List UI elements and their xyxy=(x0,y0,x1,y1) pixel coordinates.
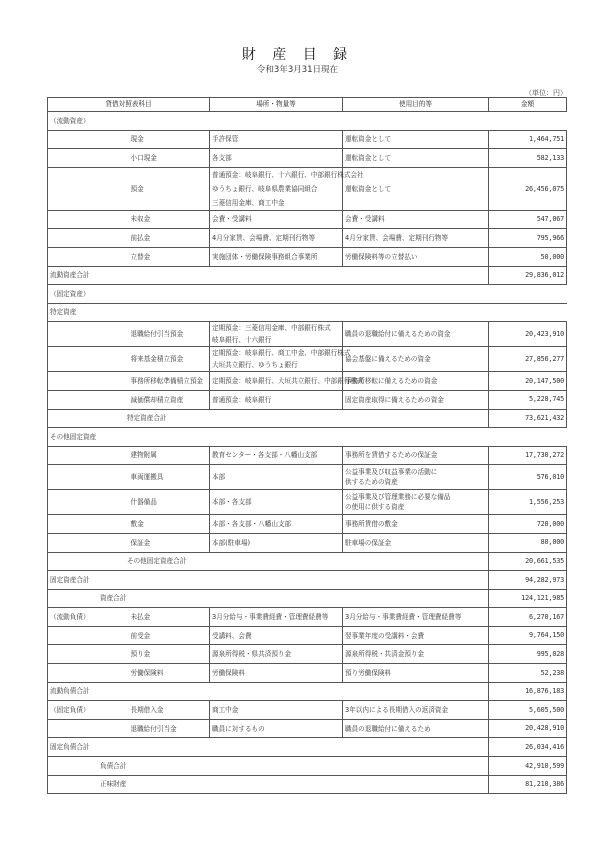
category-cell xyxy=(48,372,125,391)
category-cell xyxy=(48,322,125,347)
account-name: 前払金 xyxy=(125,229,210,248)
table-row xyxy=(48,571,567,590)
purpose: 職員の退職給付に備えるための資金 xyxy=(343,322,489,347)
place-line: 普通預金：岐阜銀行、十六銀行、中部銀行株式会社 xyxy=(212,170,364,179)
purpose: 職員の退職給付に備えるため xyxy=(343,719,489,738)
total-amount: 26,034,416 xyxy=(489,738,567,757)
place-quantity: 職員に対するもの xyxy=(210,719,343,738)
place-line: 定期預金：岐阜銀行、商工中金、中部銀行株式 xyxy=(212,349,351,358)
purpose: 4月分家賃、会場費、定期刊行物等 xyxy=(343,229,489,248)
amount: 5,605,500 xyxy=(489,701,567,720)
total-amount: 124,121,985 xyxy=(489,589,567,608)
category-cell xyxy=(48,533,125,552)
amount: 26,456,075 xyxy=(489,167,567,210)
total-label: 特定資産合計 xyxy=(48,409,489,428)
category-cell: （流動負債） xyxy=(48,608,125,627)
place-quantity: 源泉所得税・県共済預り金 xyxy=(210,645,343,664)
table-row xyxy=(48,167,567,210)
account-name: 労働保険料 xyxy=(125,664,210,683)
table-row xyxy=(48,130,567,149)
column-header: 使用目的等 xyxy=(343,98,489,112)
place-quantity: 定期預金：岐阜銀行、大垣共立銀行、中部銀行株式 xyxy=(210,372,343,391)
total-amount: 81,210,386 xyxy=(489,775,567,794)
account-name: 什器備品 xyxy=(125,490,210,515)
amount: 576,010 xyxy=(489,465,567,490)
account-name: 長期借入金 xyxy=(125,701,210,720)
purpose-line: 公益事業及び管理業務に必要な備品 xyxy=(345,493,451,502)
table-row xyxy=(48,210,567,229)
table-row xyxy=(48,465,567,490)
account-name: 退職給付引当金 xyxy=(125,719,210,738)
table-row xyxy=(48,303,567,322)
place-quantity: 手許保管 xyxy=(210,130,343,149)
total-amount: 16,876,183 xyxy=(489,682,567,701)
amount: 582,133 xyxy=(489,149,567,168)
amount: 6,270,167 xyxy=(489,608,567,627)
total-label: その他固定資産合計 xyxy=(48,552,489,571)
total-label: 固定資産合計 xyxy=(48,571,489,590)
account-name: 減価償却積立資産 xyxy=(125,390,210,409)
place-quantity: 普通預金：岐阜銀行 xyxy=(210,390,343,409)
place-quantity: 会費・受講料 xyxy=(210,210,343,229)
category-cell xyxy=(48,515,125,534)
total-label: 流動資産合計 xyxy=(48,266,489,285)
purpose: 固定資産取得に備えるための資金 xyxy=(343,390,489,409)
purpose: 事務所賃借の敷金 xyxy=(343,515,489,534)
amount: 80,000 xyxy=(489,533,567,552)
table-row xyxy=(48,608,567,627)
category-cell xyxy=(48,229,125,248)
purpose: 預り労働保険料 xyxy=(343,664,489,683)
account-name: 未払金 xyxy=(125,608,210,627)
place-quantity xyxy=(210,322,343,347)
column-header: 金額 xyxy=(489,98,567,112)
unit-label: （単位：円） xyxy=(525,89,567,97)
place-quantity: 本部 xyxy=(210,465,343,490)
purpose: 運転資金として xyxy=(343,167,489,210)
account-name: 保証金 xyxy=(125,533,210,552)
category-cell xyxy=(48,130,125,149)
amount: 5,228,745 xyxy=(489,390,567,409)
table-row xyxy=(48,664,567,683)
place-quantity: 4月分家賃、会場費、定期刊行物等 xyxy=(210,229,343,248)
table-row xyxy=(48,682,567,701)
purpose xyxy=(343,490,489,515)
total-label: 負債合計 xyxy=(48,757,489,776)
column-header: 貸借対照表科目 xyxy=(48,98,210,112)
amount: 50,000 xyxy=(489,247,567,266)
amount: 52,238 xyxy=(489,664,567,683)
account-name: 未収金 xyxy=(125,210,210,229)
category-cell xyxy=(48,664,125,683)
table-row xyxy=(48,409,567,428)
purpose-line: 供するための資産 xyxy=(345,478,398,487)
category-cell xyxy=(48,390,125,409)
table-row xyxy=(48,775,567,794)
table-row xyxy=(48,372,567,391)
inventory-table xyxy=(47,97,567,794)
purpose xyxy=(343,465,489,490)
category-cell xyxy=(48,626,125,645)
table-row xyxy=(48,247,567,266)
place-quantity: 本部・各支部・八幡山支部 xyxy=(210,515,343,534)
category-cell xyxy=(48,446,125,465)
table-row xyxy=(48,589,567,608)
amount: 27,856,277 xyxy=(489,347,567,372)
purpose: 3年以内による長期借入の返済資金 xyxy=(343,701,489,720)
total-amount: 73,621,432 xyxy=(489,409,567,428)
table-row xyxy=(48,719,567,738)
purpose-line: の使用に供する資産 xyxy=(345,503,405,512)
category-cell xyxy=(48,490,125,515)
total-amount: 20,661,535 xyxy=(489,552,567,571)
place-quantity: 各支部 xyxy=(210,149,343,168)
table-row xyxy=(48,490,567,515)
section-label: （流動資産） xyxy=(48,112,567,131)
amount: 1,464,751 xyxy=(489,130,567,149)
category-cell xyxy=(48,347,125,372)
table-row xyxy=(48,266,567,285)
table-row xyxy=(48,738,567,757)
table-row xyxy=(48,645,567,664)
table-row xyxy=(48,552,567,571)
table-row xyxy=(48,390,567,409)
place-quantity: 本部・各支部 xyxy=(210,490,343,515)
place-quantity: 3月分給与・事業費経費・管理費経費等 xyxy=(210,608,343,627)
account-name: 将来基金積立預金 xyxy=(125,347,210,372)
purpose: 労働保険料等の立替払い xyxy=(343,247,489,266)
place-line: 岐阜銀行、十六銀行 xyxy=(212,336,272,345)
purpose: 運転資金として xyxy=(343,130,489,149)
purpose: 3月分給与・事業費経費・管理費経費等 xyxy=(343,608,489,627)
place-line: ゆうちょ銀行、岐阜県農業協同組合 xyxy=(212,184,318,193)
table-row xyxy=(48,149,567,168)
place-line: 三菱信用金庫、商工中金 xyxy=(212,198,285,207)
purpose: 源泉所得税・共済金預り金 xyxy=(343,645,489,664)
amount: 547,067 xyxy=(489,210,567,229)
place-quantity: 本部(駐車場) xyxy=(210,533,343,552)
purpose: 運転資金として xyxy=(343,149,489,168)
section-label: （固定資産） xyxy=(48,285,567,304)
total-label: 正味財産 xyxy=(48,775,489,794)
total-amount: 29,836,012 xyxy=(489,266,567,285)
amount: 1,556,253 xyxy=(489,490,567,515)
section-label: その他固定資産 xyxy=(48,428,567,447)
table-row xyxy=(48,322,567,347)
account-name: 事務所移転準備積立預金 xyxy=(125,372,210,391)
account-name: 預り金 xyxy=(125,645,210,664)
place-quantity: 受講料、会費 xyxy=(210,626,343,645)
document-title: 財 産 目 録 xyxy=(241,47,354,63)
place-quantity xyxy=(210,347,351,372)
purpose: 翌事業年度の受講料・会費 xyxy=(343,626,489,645)
amount: 20,147,500 xyxy=(489,372,567,391)
place-quantity: 労働保険料 xyxy=(210,664,343,683)
account-name: 敷金 xyxy=(125,515,210,534)
table-row xyxy=(48,112,567,131)
table-row xyxy=(48,757,567,776)
place-quantity: 実施団体・労働保険事務組合事業所 xyxy=(210,247,343,266)
account-name: 現金 xyxy=(125,130,210,149)
amount: 995,028 xyxy=(489,645,567,664)
category-cell xyxy=(48,167,125,210)
table-row xyxy=(48,515,567,534)
amount: 9,764,150 xyxy=(489,626,567,645)
category-cell xyxy=(48,645,125,664)
amount: 795,966 xyxy=(489,229,567,248)
table-header-row xyxy=(48,98,567,112)
category-cell xyxy=(48,247,125,266)
amount: 720,000 xyxy=(489,515,567,534)
total-label: 資産合計 xyxy=(48,589,489,608)
total-amount: 94,282,973 xyxy=(489,571,567,590)
amount: 20,428,910 xyxy=(489,719,567,738)
category-cell: （固定負債） xyxy=(48,701,125,720)
total-label: 固定負債合計 xyxy=(48,738,489,757)
place-quantity: 教育センター・各支部・八幡山支部 xyxy=(210,446,343,465)
purpose: 駐車場の保証金 xyxy=(343,533,489,552)
purpose: 事務所移転に備えるための資金 xyxy=(343,372,489,391)
category-cell xyxy=(48,465,125,490)
place-line: 定期預金：三菱信用金庫、中部銀行株式 xyxy=(212,324,331,333)
section-label: 特定資産 xyxy=(48,303,567,322)
purpose: 事務所を賃借するための保証金 xyxy=(343,446,489,465)
column-header: 場所・物量等 xyxy=(210,98,343,112)
account-name: 退職給付引当預金 xyxy=(125,322,210,347)
category-cell xyxy=(48,719,125,738)
total-label: 流動負債合計 xyxy=(48,682,489,701)
table-row xyxy=(48,626,567,645)
account-name: 預金 xyxy=(125,167,210,210)
table-row xyxy=(48,229,567,248)
purpose: 会費・受講料 xyxy=(343,210,489,229)
account-name: 立替金 xyxy=(125,247,210,266)
place-line: 大垣共立銀行、ゆうちょ銀行 xyxy=(212,361,298,370)
purpose-line: 公益事業及び収益事業の活動に xyxy=(345,468,438,477)
account-name: 小口現金 xyxy=(125,149,210,168)
category-cell xyxy=(48,149,125,168)
amount: 20,423,910 xyxy=(489,322,567,347)
table-row xyxy=(48,285,567,304)
amount: 17,730,272 xyxy=(489,446,567,465)
table-row xyxy=(48,533,567,552)
account-name: 建物附属 xyxy=(125,446,210,465)
category-cell xyxy=(48,210,125,229)
table-row xyxy=(48,701,567,720)
total-amount: 42,910,599 xyxy=(489,757,567,776)
place-quantity: 商工中金 xyxy=(210,701,343,720)
document-date: 令和3年3月31日現在 xyxy=(256,65,339,75)
table-row xyxy=(48,428,567,447)
table-row xyxy=(48,446,567,465)
place-quantity xyxy=(210,167,364,210)
account-name: 前受金 xyxy=(125,626,210,645)
table-row xyxy=(48,347,567,372)
account-name: 車両運搬具 xyxy=(125,465,210,490)
purpose: 協会基盤に備えるための資金 xyxy=(343,347,489,372)
